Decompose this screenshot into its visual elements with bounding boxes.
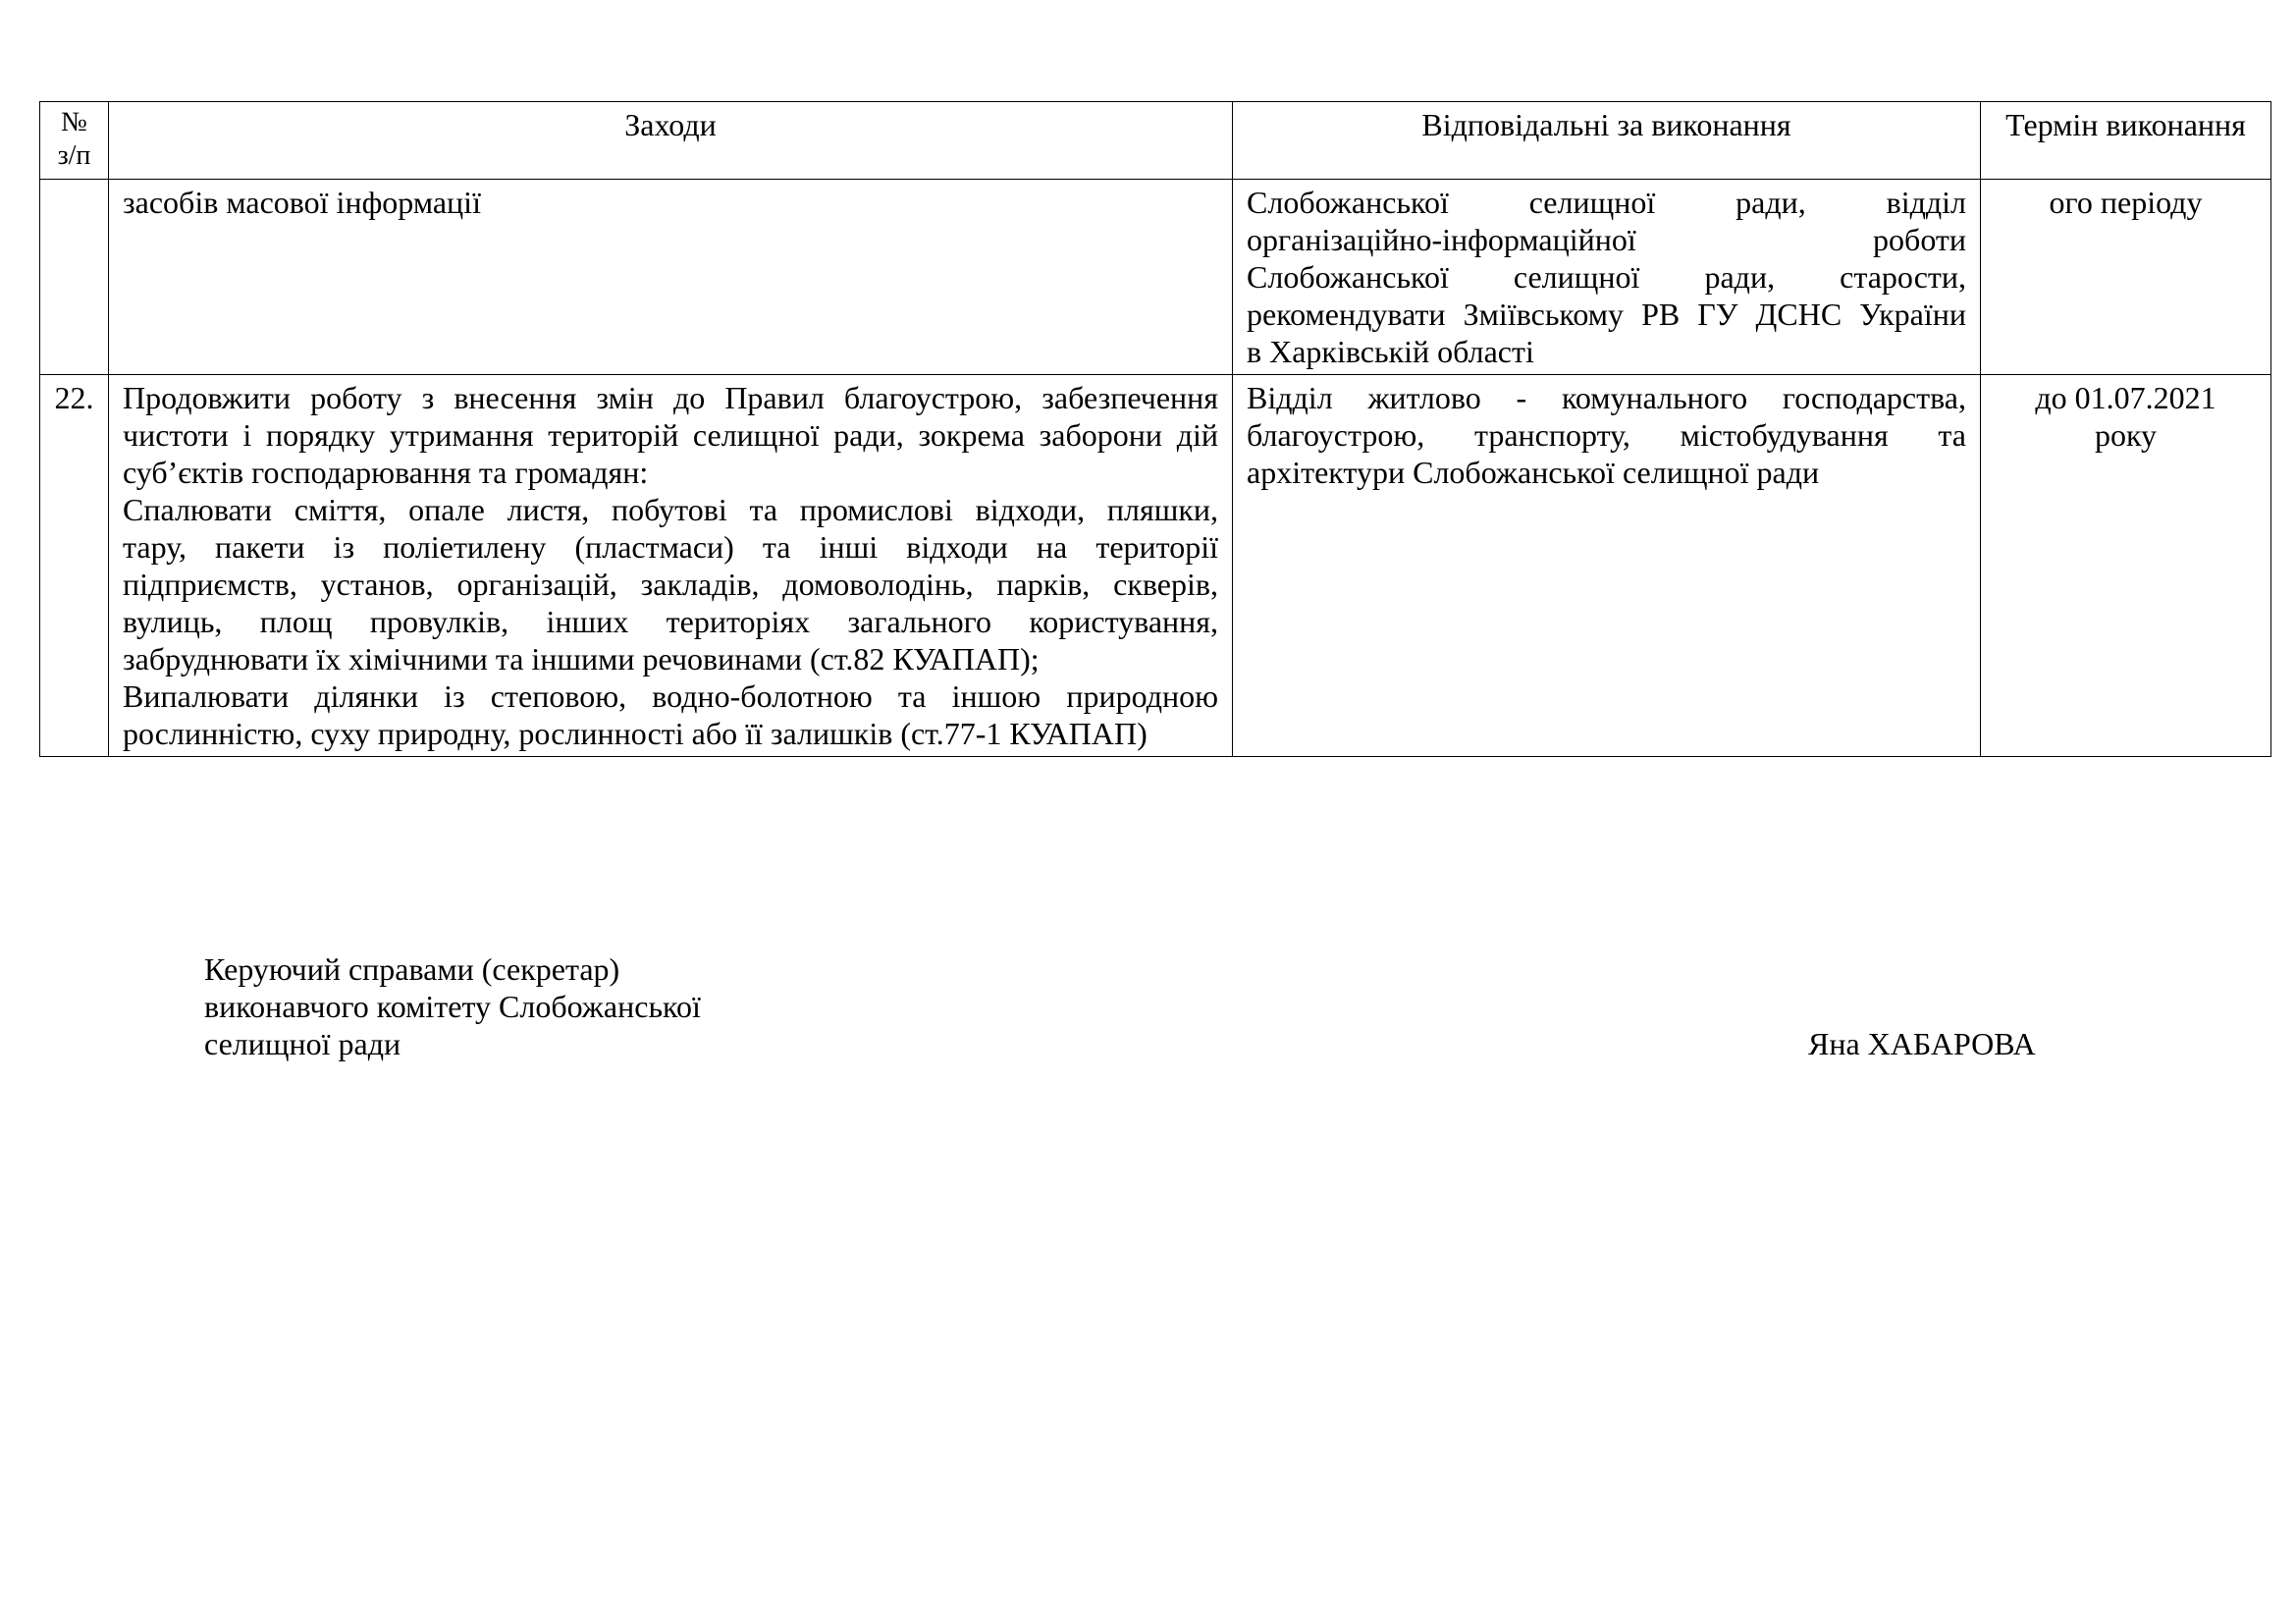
activity-line: вулиць, площ провулків, інших територіях загального користування, bbox=[123, 604, 1218, 639]
row-term: ого періоду bbox=[1981, 180, 2271, 375]
activity-line: чистоти і порядку утримання територій селищної ради, зокрема заборони дій bbox=[123, 417, 1218, 453]
table-row bbox=[40, 375, 2271, 757]
row-number: 22. bbox=[40, 375, 109, 757]
activity-line: забруднювати їх хімічними та іншими речовинами (ст.82 КУАПАП); bbox=[123, 641, 1040, 677]
header-responsible: Відповідальні за виконання bbox=[1233, 102, 1981, 180]
table-header-row bbox=[40, 102, 2271, 180]
term-line: року bbox=[2094, 417, 2158, 453]
signer-position-line: Керуючий справами (секретар) bbox=[204, 951, 620, 987]
header-term: Термін виконання bbox=[1981, 102, 2271, 180]
table-row bbox=[40, 180, 2271, 375]
signer-position-line: селищної ради bbox=[204, 1026, 401, 1061]
activity-line: підприємств, установ, організацій, закладів, домоволодінь, парків, скверів, bbox=[123, 567, 1218, 602]
activity-line: суб’єктів господарювання та громадян: bbox=[123, 455, 649, 490]
responsible-line: рекомендувати Зміївському РВ ГУ ДСНС України bbox=[1247, 297, 1966, 332]
responsible-line: Слобожанської селищної ради, старости, bbox=[1247, 259, 1966, 295]
activity-line: засобів масової інформації bbox=[123, 185, 481, 220]
row-number bbox=[40, 180, 109, 375]
signer-name: Яна ХАБАРОВА bbox=[1808, 1026, 2036, 1061]
responsible-line: організаційно-інформаційної роботи bbox=[1247, 222, 1966, 257]
header-activities: Заходи bbox=[109, 102, 1233, 180]
activity-line: рослинністю, суху природну, рослинності або її залишків (ст.77-1 КУАПАП) bbox=[123, 716, 1148, 751]
activity-line: Спалювати сміття, опале листя, побутові та промислові відходи, пляшки, bbox=[123, 492, 1218, 527]
responsible-line: Відділ житлово - комунального господарства, bbox=[1247, 380, 1966, 415]
responsible-line: Слобожанської селищної ради, відділ bbox=[1247, 185, 1966, 220]
row-responsible bbox=[1233, 375, 1981, 757]
responsible-line: архітектури Слобожанської селищної ради bbox=[1247, 455, 1820, 490]
activity-line: Продовжити роботу з внесення змін до Правил благоустрою, забезпечення bbox=[123, 380, 1218, 415]
activity-line: тару, пакети із поліетилену (пластмаси) та інші відходи на території bbox=[123, 529, 1218, 565]
header-number: № з/п bbox=[40, 102, 109, 180]
activity-line: Випалювати ділянки із степовою, водно-болотною та іншою природною bbox=[123, 678, 1218, 714]
row-activity bbox=[109, 180, 1233, 375]
signer-position-line: виконавчого комітету Слобожанської bbox=[204, 989, 701, 1024]
row-term bbox=[1981, 375, 2271, 757]
responsible-line: благоустрою, транспорту, містобудування та bbox=[1247, 417, 1966, 453]
row-activity bbox=[109, 375, 1233, 757]
responsible-line: в Харківській області bbox=[1247, 334, 1534, 369]
measures-table bbox=[39, 101, 2271, 757]
term-line: до 01.07.2021 bbox=[2035, 380, 2216, 415]
row-responsible bbox=[1233, 180, 1981, 375]
signature-block bbox=[204, 950, 701, 1062]
